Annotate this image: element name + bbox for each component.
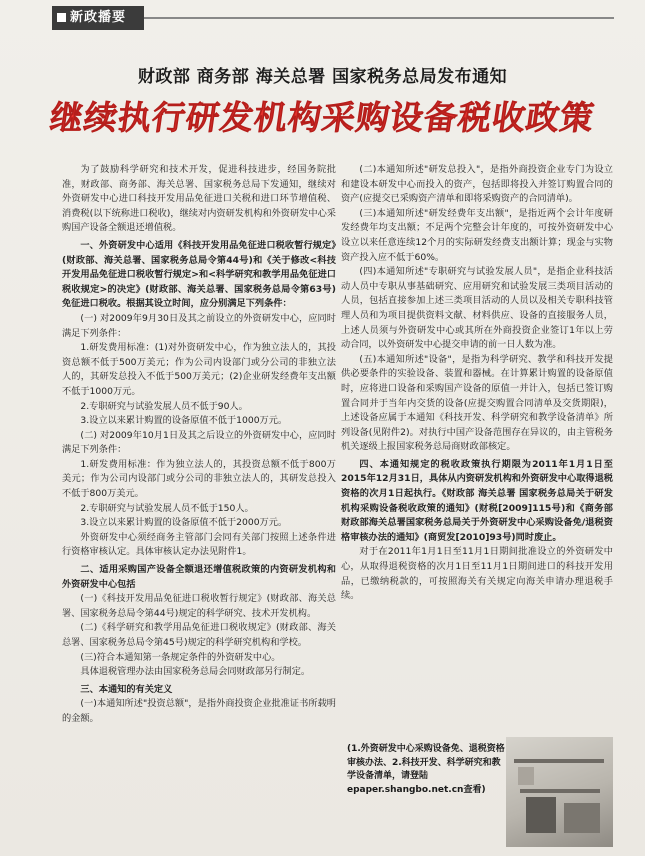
paragraph: 二、适用采购国产设备全额退还增值税政策的内资研发机构和外资研发中心包括 xyxy=(62,564,336,590)
paragraph: 一、外资研发中心适用《科技开发用品免征进口税收暂行规定》(财政部、海关总署、国家税务总局令第44号)和《关于修改<科技开发用品免征进口税收暂行规定>和<科学研究和教学用品免征进口税收规定>的决定》(财政部、海关总署、国家税务总局令第63号)免征进口税收。根据其设立时间，应分别满足下列条件： xyxy=(62,239,336,310)
paragraph: (一)本通知所述"投资总额"，是指外商投资企业批准证书所载明的金额。 xyxy=(62,698,336,724)
paragraph: 1.研发费用标准：(1)对外资研发中心，作为独立法人的，其投资总额不低于500万美元；作为公司内设部门或分公司的非独立法人的，其研发总投入不低于500万美元；(2)企业研发经费年支出额不低于1000万元。 xyxy=(62,342,336,397)
paragraph: 具体退税管理办法由国家税务总局会同财政部另行制定。 xyxy=(80,666,311,678)
section-tag-label: 新政播要 xyxy=(70,10,127,25)
paragraph: 对于在2011年1月1日至11月1日期间批准设立的外资研发中心，从取得退税资格的次月1日至11月1日期间进口的科技开发用品，已缴纳税款的，可按照海关有关规定向海关申请办理退税手续。 xyxy=(341,546,613,602)
paragraph: (二)《科学研究和教学用品免征进口税收规定》(财政部、海关总署、国家税务总局令第45号)规定的科学研究机构和学校。 xyxy=(62,622,336,648)
paragraph: (二)本通知所述"研发总投入"，是指外商投资企业专门为设立和建设本研发中心而投入的资产，包括即将投入并签订购置合同的资产(应提交已采购资产清单和即将采购资产的合同清单)。 xyxy=(341,164,613,205)
paragraph: 3.设立以来累计购置的设备原值不低于1000万元。 xyxy=(80,415,288,427)
paragraph: 2.专职研究与试验发展人员不低于90人。 xyxy=(80,400,248,412)
paragraph: (三)本通知所述"研发经费年支出额"，是指近两个会计年度研发经费年均支出额；不足两个完整会计年度的，可按外资研发中心设立以来任意连续12个月的实际研发经费支出额计算；现金与实物资产投入应不低于60%。 xyxy=(341,207,613,263)
paragraph: 为了鼓励科学研究和技术开发，促进科技进步，经国务院批准，财政部、商务部、海关总署、国家税务总局下发通知，继续对外资研发中心进口科技开发用品免征进口关税和进口环节增值税、消费税(以下统称进口税收)，继续对内资研发机构和外资研发中心采购国产设备全额退还增值税。 xyxy=(62,164,336,234)
left-column xyxy=(62,163,336,727)
attachment-note: (1.外资研发中心采购设备免、退税资格审核办法、2.科技开发、科学研究和教学设备清单，请登陆epaper.shangbo.net.cn查看) xyxy=(347,744,505,795)
paragraph: (四)本通知所述"专职研究与试验发展人员"，是指企业科技活动人员中专职从事基础研究、应用研究和试验发展三类项目活动的人员，包括直接参加上述三类项目活动的人员以及相关专职科技管理人员和为项目提供资料文献、材料供应、设备的直接服务人员，上述人员须与外资研发中心或其所在外商投资企业签订1年以上劳动合同，以外资研发中心提交申请的前一日人数为准。 xyxy=(341,266,613,351)
paragraph: 四、本通知规定的税收政策执行期限为2011年1月1日至2015年12月31日，具体从内资研发机构和外资研发中心取得退税资格的次月1日起执行。《财政部 海关总署 国家税务总局关于研发机构采购设备税收政策的通知》(财税[2009]115号)和《商务部财政部海关总署国家税务总局关于外资研发中心采购设备免/退税资格审核办法的通知》(商贸发[2010]93号)同时废止。 xyxy=(341,458,613,543)
paragraph: 2.专职研究与试验发展人员不低于150人。 xyxy=(80,502,254,514)
section-tag xyxy=(52,6,144,30)
paragraph: (一)《科技开发用品免征进口税收暂行规定》(财政部、海关总署、国家税务总局令第44号)规定的科学研究、技术开发机构。 xyxy=(62,593,336,619)
lab-equipment-photo xyxy=(506,737,613,847)
paragraph: (三)符合本通知第一条规定条件的外资研发中心。 xyxy=(80,651,281,663)
paragraph: (五)本通知所述"设备"，是指为科学研究、教学和科技开发提供必要条件的实验设备、装置和器械。在计算累计购置的设备原值时，应将进口设备和采购国产设备的原值一并计入，包括已签订购置合同并于当年内交货的设备(应提交购置合同清单及交货期限)，上述设备应属于本通知《科技开发、科学研究和教学设备清单》所列设备(见附件2)。对执行中国产设备范围存在异议的，由主管税务机关逐级上报国家税务总局商财政部核定。 xyxy=(341,353,613,453)
paragraph: 3.设立以来累计购置的设备原值不低于2000万元。 xyxy=(80,517,288,529)
note-photo-box xyxy=(341,737,613,847)
paragraph: (二) 对2009年10月1日及其之后设立的外资研发中心，应同时满足下列条件： xyxy=(62,429,336,456)
paragraph: 三、本通知的有关定义 xyxy=(80,683,173,695)
paragraph: 外资研发中心须经商务主管部门会同有关部门按照上述条件进行资格审核认定。具体审核认定办法见附件1。 xyxy=(62,531,336,558)
right-column xyxy=(341,163,613,604)
section-square-icon xyxy=(57,13,66,22)
paragraph: (一) 对2009年9月30日及其之前设立的外资研发中心，应同时满足下列条件： xyxy=(62,312,336,339)
paragraph: 1.研发费用标准：作为独立法人的，其投资总额不低于800万美元；作为公司内设部门或分公司的非独立法人的，其研发总投入不低于800万美元。 xyxy=(62,458,336,500)
article-headline: 继续执行研发机构采购设备税收政策 xyxy=(47,98,597,137)
article-subhead: 财政部 商务部 海关总署 国家税务总局发布通知 xyxy=(137,67,508,87)
section-rule xyxy=(144,17,614,19)
